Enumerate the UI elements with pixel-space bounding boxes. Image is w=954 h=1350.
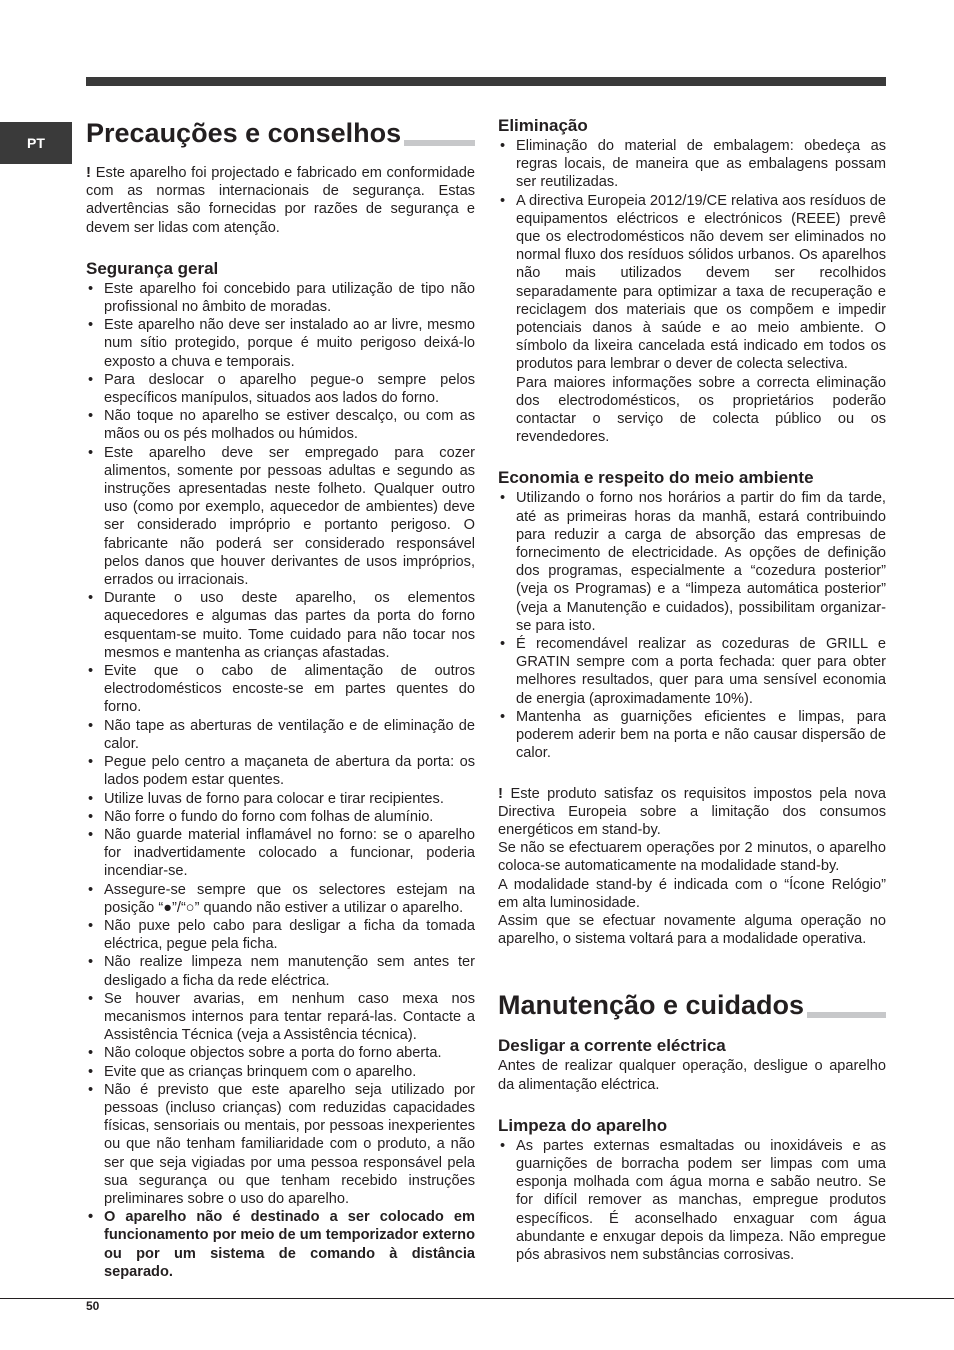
list-item: • Assegure-se sempre que os selectores estejam na posição “●”/“○” quando não estiver a utilizar o aparelho. <box>86 881 475 917</box>
maintenance-title: Manutenção e cuidados <box>498 988 886 1022</box>
list-item: • Evite que o cabo de alimentação de outros electrodomésticos encoste-se em partes quentes do forno. <box>86 662 475 717</box>
precautions-title: Precauções e conselhos <box>86 116 475 150</box>
list-item: • Eliminação do material de embalagem: obedeça as regras locais, de maneira que as embalagens possam ser reutilizadas. <box>498 137 886 192</box>
intro-warning: ! Este aparelho foi projectado e fabricado em conformidade com as normas internacionais de segurança. Estas advertências são fornecidas por razões de segurança e devem ser lidas com atenção. <box>86 164 475 237</box>
list-item: • Este aparelho foi concebido para utilização de tipo não profissional no âmbito de moradas. <box>86 280 475 316</box>
list-item: • Se houver avarias, em nenhum caso mexa nos mecanismos internos para tentar repará-las. Contacte a Assistência Técnica (veja a Assistência técnica). <box>86 990 475 1045</box>
right-column <box>498 116 886 1264</box>
list-item: • Utilize luvas de forno para colocar e tirar recipientes. <box>86 790 475 808</box>
cleaning-list <box>498 1137 886 1264</box>
bottom-rule <box>0 1298 954 1299</box>
list-item: • Durante o uso deste aparelho, os elementos aquecedores e algumas das partes da porta do forno esquentam-se muito. Tome cuidado para não tocar nos mesmos e mantenha as crianças afastadas. <box>86 589 475 662</box>
list-item: • Este aparelho deve ser empregado para cozer alimentos, somente por pessoas adultas e segundo as instruções apresentadas neste folheto. Qualquer outro uso (como por exemplo, aquecedor de ambientes) deve ser considerado impróprio e portanto perigoso. O fabricante não poderá ser considerado responsável pelos danos que houver derivantes de usos impróprios, errados ou irracionais. <box>86 444 475 590</box>
list-item: • Pegue pelo centro a maçaneta de abertura da porta: os lados podem estar quentes. <box>86 753 475 789</box>
cleaning-heading: Limpeza do aparelho <box>498 1115 668 1135</box>
list-item: • Evite que as crianças brinquem com o aparelho. <box>86 1063 475 1081</box>
list-item: • Não realize limpeza nem manutenção sem antes ter desligado a ficha da rede eléctrica. <box>86 953 475 989</box>
elimination-heading: Eliminação <box>498 116 588 135</box>
power-text: Antes de realizar qualquer operação, desligue o aparelho da alimentação eléctrica. <box>498 1058 886 1093</box>
standby-paragraph: Assim que se efectuar novamente alguma operação no aparelho, o sistema voltará para a modalidade operativa. <box>498 912 886 948</box>
list-item: • A directiva Europeia 2012/19/CE relativa aos resíduos de equipamentos eléctricos e electrónicos (REEE) prevê que os electrodomésticos não devem ser eliminados no normal fluxo dos resíduos sólidos urbanos. Os aparelhos não mais utilizados devem ser recolhidos separadamente para optimizar a taxa de recuperação e reciclagem dos materiais que os compõem e impedir potenciais danos à saúde e ao meio ambiente. O símbolo da lixeira cancelada está indicado em todos os produtos para lembrar o dever de colecta selectiva. <box>498 192 886 374</box>
standby-paragraph: A modalidade stand-by é indicada com o “Ícone Relógio” em alta luminosidade. <box>498 876 886 911</box>
list-item-bold: • O aparelho não é destinado a ser colocado em funcionamento por meio de um temporizador externo ou por um sistema de comando à distância separado. <box>86 1208 475 1281</box>
safety-heading: Segurança geral <box>86 258 219 278</box>
power-heading: Desligar a corrente eléctrica <box>498 1036 726 1056</box>
list-item: • Utilizando o forno nos horários a partir do fim da tarde, até as primeiras horas da manhã, estará contribuindo para reduzir a carga de absorção das empresas de fornecimento de electricidade. As opções de definição dos programas, especialmente a “cozedura posterior” (veja os Programas) e a “limpeza automática posterior” (veja a Manutenção e cuidados), possibilitam organizar-se para isto. <box>498 489 886 635</box>
elimination-list <box>498 137 886 374</box>
safety-list <box>86 280 475 1281</box>
economy-list <box>498 489 886 762</box>
list-item: • Para deslocar o aparelho pegue-o sempre pelos específicos manípulos, situados aos lados do forno. <box>86 371 475 407</box>
list-item: • Não é previsto que este aparelho seja utilizado por pessoas (incluso crianças) com reduzidas capacidades físicas, sensoriais ou mentais, por pessoas inexperientes ou que não tenham familiaridade com o produto, a não ser que seja vigiadas por uma pessoa responsável pela sua segurança ou que tenham recebido instruções preliminares sobre o uso do aparelho. <box>86 1081 475 1208</box>
list-item: • Este aparelho não deve ser instalado ao ar livre, mesmo num sítio protegido, porque é muito perigoso deixá-lo exposto a chuva e temporais. <box>86 316 475 371</box>
list-item: • Não forre o fundo do forno com folhas de alumínio. <box>86 808 475 826</box>
list-item: • As partes externas esmaltadas ou inoxidáveis e as guarnições de borracha podem ser limpas com uma esponja molhada com água morna e sabão neutro. Se for difícil remover as manchas, empregue produtos específicos. É aconselhado enxaguar com água abundante e enxugar depois da limpeza. Não empregue pós abrasivos nem substâncias corrosivas. <box>498 1137 886 1264</box>
left-column <box>86 116 475 1281</box>
list-item: • Não toque no aparelho se estiver descalço, ou com as mãos ou os pés molhados ou húmidos. <box>86 407 475 443</box>
list-item: • Não puxe pelo cabo para desligar a ficha da tomada eléctrica, pegue pela ficha. <box>86 917 475 953</box>
language-tab: PT <box>0 122 72 164</box>
list-item: • Não guarde material inflamável no forno: se o aparelho for inadvertidamente colocado a funcionar, poderia incendiar-se. <box>86 826 475 881</box>
top-rule <box>86 77 886 86</box>
list-item: • Não tape as aberturas de ventilação e de eliminação de calor. <box>86 717 475 753</box>
list-item: • Não coloque objectos sobre a porta do forno aberta. <box>86 1044 475 1062</box>
list-item: • Mantenha as guarnições eficientes e limpas, para poderem aderir bem na porta e não causar dispersão de calor. <box>498 708 886 763</box>
standby-paragraph: Se não se efectuarem operações por 2 minutos, o aparelho coloca-se automaticamente na modalidade stand-by. <box>498 840 886 875</box>
standby-warning: ! Este produto satisfaz os requisitos impostos pela nova Directiva Europeia sobre a limitação dos consumos energéticos em stand-by. <box>498 785 886 840</box>
page-number: 50 <box>86 1299 100 1313</box>
list-item: • É recomendável realizar as cozeduras de GRILL e GRATIN sempre com a porta fechada: quer para obter melhores resultados, quer para uma sensível economia de energia (aproximadamente 10%). <box>498 635 886 708</box>
economy-heading: Economia e respeito do meio ambiente <box>498 468 814 488</box>
elimination-extra: Para maiores informações sobre a correcta eliminação dos electrodomésticos, os proprietários poderão contactar o serviço de colecta público ou os revendedores. <box>516 374 886 446</box>
